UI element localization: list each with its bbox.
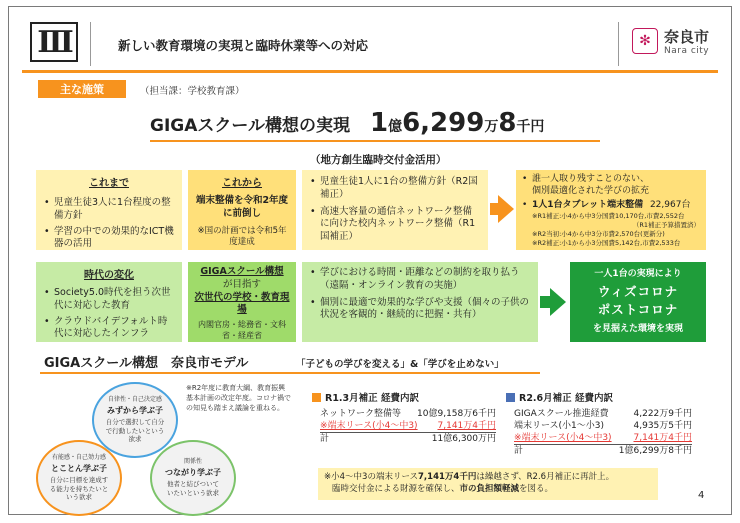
- circle-thorough: [36, 440, 122, 516]
- aim-mid: が目指す: [222, 278, 261, 290]
- result2-line2: ウィズコロナ: [597, 284, 679, 299]
- budget-row-value: 7,141万4千円: [437, 421, 496, 432]
- aim-item: • 個別に最適で効果的な学びや支援（個々の子供の状況を客観的・継続的に把握・共有）: [310, 297, 530, 323]
- budget-row: [514, 444, 692, 457]
- budget-row-value: 11億6,300万円: [431, 434, 496, 445]
- budget-row-value: 4,222万9千円: [633, 409, 692, 419]
- budget-r2-head: [506, 390, 692, 404]
- budget-row-value: 1億6,299万8千円: [618, 446, 692, 457]
- from-head: これから: [222, 178, 262, 189]
- budget-row: [320, 432, 496, 445]
- footnote-text: 臨時交付金による財源を確保し、: [332, 484, 460, 495]
- change-box: [36, 262, 182, 342]
- result2-line3: ポストコロナ: [597, 302, 679, 317]
- aim-item: • 学びにおける時間・距離などの制約を取り払う（遠隔・オンライン教育の実施）: [310, 267, 530, 293]
- footnote-text: は繰越さず、R2.6月補正に再計上。: [476, 472, 615, 482]
- from-note: ※国の計画では令和5年度達成: [197, 225, 287, 248]
- model-subtitle: 「子どもの学びを変える」&「学びを止めない」: [296, 359, 504, 370]
- page-number: 4: [698, 490, 705, 501]
- before-box: [36, 170, 182, 250]
- result2-box: [570, 262, 706, 342]
- result1-note: （R1補正予算措置済）: [632, 221, 700, 230]
- budget-row-value: 10億9,158万6千円: [417, 409, 496, 419]
- policy-dept: （担当課：学校教育課）: [140, 86, 245, 97]
- header-rule: [22, 70, 718, 73]
- result1-bullet: [522, 199, 700, 211]
- square-blue-icon: [506, 393, 515, 402]
- result1-bullet-text: 1人1台タブレット端末整備: [532, 200, 644, 211]
- change-item: • クラウドバイデフォルト時代に対応したインフラ: [44, 316, 174, 342]
- budget-row-label: 計: [514, 446, 524, 457]
- budget-row: [514, 420, 692, 432]
- model-title: GIGAスクール構想 奈良市モデル: [44, 356, 249, 371]
- budget-r1-head: [312, 390, 496, 404]
- aim-head: GIGAスクール構想: [200, 266, 284, 277]
- budget-r1-head-text: R1.3月補正 経費内訳: [325, 393, 419, 404]
- budget-row: [514, 408, 692, 420]
- arrow-orange-body: [490, 203, 498, 215]
- circle-top-small: 自律性・自己決定感: [107, 395, 162, 403]
- amount-2: 6,299: [402, 108, 485, 138]
- footnote-line2: [324, 483, 652, 495]
- before-item: • 学習の中での効果的なICT機器の活用: [44, 226, 174, 252]
- result2-line4: を見据えた環境を実現: [592, 324, 683, 334]
- result1-line2: 個別最適化された学びの拡充: [532, 186, 650, 197]
- unit-2: 万: [484, 119, 499, 135]
- footnote-line1: [324, 471, 652, 483]
- unit-1: 億: [388, 119, 403, 135]
- square-orange-icon: [312, 393, 321, 402]
- amount-3: 8: [498, 108, 517, 138]
- footnote-box: [318, 468, 658, 500]
- budget-row-value: 7,141万4千円: [633, 433, 692, 444]
- model-underline: [40, 372, 540, 374]
- result1-note: ※R2当初:小4から中3分市費2,570台(更新分): [532, 230, 665, 239]
- budget-r2-head-text: R2.6月補正 経費内訳: [519, 393, 613, 404]
- result1-note: ※R2補正:小1から小3分国費5,142台,市費2,533台: [532, 239, 681, 248]
- policy-tag: 主な施策: [38, 80, 126, 98]
- aim-box: [188, 262, 296, 342]
- budget-row: [320, 420, 496, 432]
- budget-r1: [312, 390, 496, 445]
- circle-right-bold: つながり学ぶ子: [165, 468, 221, 478]
- result1-box: [516, 170, 706, 250]
- budget-row-label: 端末リース(小1～小3): [514, 421, 605, 432]
- policy-title-prefix: GIGAスクール構想の実現: [150, 116, 351, 136]
- logo-divider: [618, 22, 619, 66]
- result2-line1: 一人1台の実現により: [594, 269, 682, 279]
- arrow-orange-icon: [498, 195, 514, 223]
- budget-row: [320, 408, 496, 420]
- aim-items-box: [302, 262, 538, 342]
- budget-row-label: GIGAスクール推進経費: [514, 409, 609, 419]
- change-item: • Society5.0時代を担う次世代に対応した教育: [44, 287, 174, 313]
- budget-row-value: 4,935万5千円: [633, 421, 692, 432]
- before-item: • 児童生徒3人に1台程度の整備方針: [44, 197, 174, 223]
- from-box: [188, 170, 296, 250]
- aim-orgs: 内閣官房・総務省・文科省・経産省: [198, 320, 286, 341]
- result1-count: 22,967台: [649, 200, 691, 211]
- budget-row-label: ※端末リース(小4～中3): [320, 421, 418, 432]
- footnote-highlight: 7,141万4千円: [418, 472, 477, 482]
- result1-note: ※R1補正:小4から中3分国費10,170台,市費2,552台: [532, 212, 685, 221]
- plan-box: [302, 170, 488, 250]
- title-underline: [150, 140, 600, 142]
- model-note: ※R2年度に教育大綱、教育振興基本計画の改定年度。コロナ禍での知見も踏まえ議論を重ねる。: [186, 384, 291, 412]
- policy-title: [150, 108, 544, 138]
- plan-item: • 児童生徒1人に1台の整備方針（R2国補正）: [310, 176, 480, 202]
- from-body: 端末整備を令和2年度に前倒し: [195, 195, 289, 219]
- city-emblem-icon: ✻: [632, 28, 658, 54]
- budget-r2: [506, 390, 692, 458]
- unit-3: 千円: [516, 119, 545, 135]
- footnote-text: を図る。: [519, 484, 554, 495]
- budget-row-label: ※端末リース(小4～中3): [514, 433, 612, 444]
- result1-line1: • 誰一人取り残すことのない、: [522, 173, 700, 185]
- circle-left-desc: 自分に目標を達成する能力を持ちたいという欲求: [49, 475, 109, 502]
- budget-row-label: ネットワーク整備等: [320, 409, 402, 419]
- subsidy-note: （地方創生臨時交付金活用）: [310, 154, 447, 166]
- circle-left-bold: とことん学ぶ子: [51, 463, 107, 473]
- circle-connected: [150, 440, 236, 516]
- footnote-highlight: 市の負担額軽減: [459, 484, 520, 495]
- arrow-green-body: [540, 296, 550, 308]
- change-head: 時代の変化: [84, 270, 134, 281]
- plan-item: • 高速大容量の通信ネットワーク整備に向けた校内ネットワーク整備（R1国補正）: [310, 206, 480, 244]
- circle-self-directed: [92, 382, 178, 458]
- circle-top-desc: 自分で選択して自分で行動したいという欲求: [105, 417, 165, 444]
- title-divider: [90, 22, 91, 66]
- city-name-jp: 奈良市: [664, 28, 710, 46]
- footnote-text: ※小4～中3の端末リース: [324, 472, 419, 482]
- circle-left-small: 有能感・自己効力感: [51, 453, 106, 461]
- amount-1: 1: [369, 108, 389, 138]
- circle-top-bold: みずから学ぶ子: [107, 405, 163, 415]
- budget-row: [514, 432, 692, 444]
- page-title: 新しい教育環境の実現と臨時休業等への対応: [118, 38, 369, 53]
- section-numeral: Ⅲ: [30, 22, 78, 62]
- aim-target: 次世代の学校・教育現場: [194, 291, 290, 316]
- arrow-green-icon: [550, 288, 566, 316]
- circle-right-small: 関係性: [183, 458, 202, 466]
- budget-row-label: 計: [320, 434, 330, 445]
- circle-right-desc: 他者と結びついていたいという欲求: [167, 480, 219, 497]
- city-name-en: Nara city: [664, 46, 710, 56]
- before-head: これまで: [89, 178, 129, 189]
